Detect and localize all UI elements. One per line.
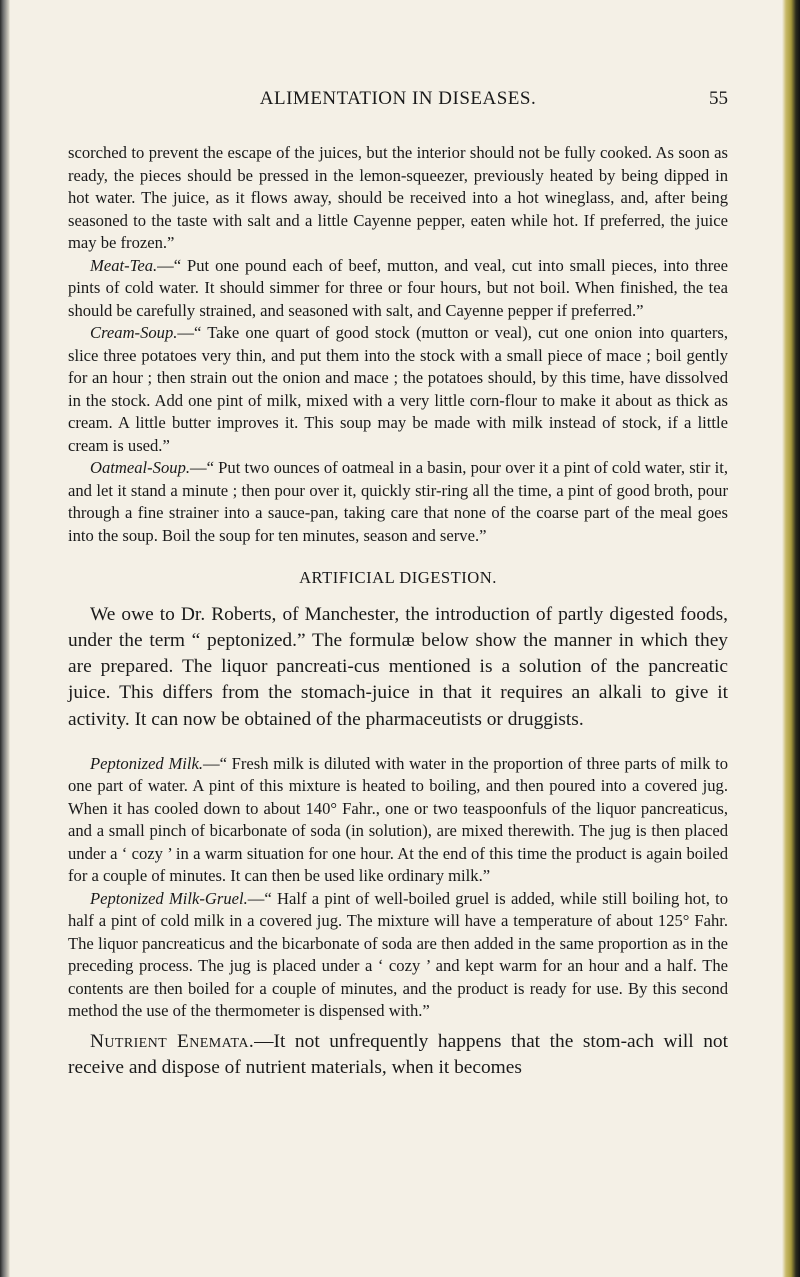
paragraph-peptonized-milk [68, 753, 728, 888]
paragraph-meat-tea [68, 255, 728, 323]
recipe-term: Peptonized Milk-Gruel. [90, 888, 248, 908]
paragraph-continued: scorched to prevent the escape of the juices, but the interior should not be fully cooked. As soon as ready, the pieces should be pressed in the lemon-squeezer, previously heated by being dipped in hot water. The juice, as it flows away, should be received into a hot wineglass, and, after being seasoned to the taste with salt and a little Cayenne pepper, eaten while hot. If preferred, the juice may be frozen.” [68, 143, 728, 252]
paragraph-nutrient-enemata [68, 1029, 728, 1082]
recipe-term: Meat-Tea. [90, 255, 158, 275]
page-right-edge [782, 0, 800, 1277]
recipe-text: —“ Half a pint of well-boiled gruel is added, while still boiling hot, to half a pint of cold milk in a covered jug. The mixture will have a temperature of about 125° Fahr. The liquor pancreaticus and the bicarbonate of soda are then added in the same proportion as in the preceding process. The jug is placed under a ‘ cozy ’ and kept warm for an hour and a half. The contents are then boiled for a couple of minutes, and the product is ready for use. By this second method the use of the thermometer is dispensed with.” [68, 888, 728, 1021]
recipe-text: —“ Take one quart of good stock (mutton or veal), cut one onion into quarters, slice three potatoes very thin, and put them into the stock with a small piece of mace ; boil gently for an hour ; then strain out the onion and mace ; the potatoes should, by this time, have dissolved in the stock. Add one pint of milk, mixed with a very little corn-flour to make it about as thick as cream. A little butter improves it. This soup may be made with milk instead of stock, if a little cream is used.” [68, 323, 728, 455]
paragraph-oatmeal-soup [68, 457, 728, 547]
page-body [68, 142, 728, 1082]
paragraph-cream-soup [68, 322, 728, 457]
recipe-text: —“ Fresh milk is diluted with water in the proportion of three parts of milk to one part of water. A pint of this mixture is heated to boiling, and then poured into a covered jug. When it has cooled down to about 140° Fahr., one or two teaspoonfuls of the liquor pancreaticus, and a small pinch of bicarbonate of soda (in solution), are mixed therewith. The jug is then placed under a ‘ cozy ’ in a warm situation for one hour. At the end of this time the product is again boiled for a couple of minutes. It can then be used like ordinary milk.” [68, 753, 728, 886]
page-left-edge [0, 0, 10, 1277]
running-head-title: ALIMENTATION IN DISEASES. [259, 88, 537, 109]
page-number: 55 [709, 88, 728, 109]
recipe-term: Cream-Soup. [90, 323, 178, 342]
recipe-term: Peptonized Milk. [90, 753, 203, 773]
recipe-text: —“ Put one pound each of beef, mutton, and veal, cut into small pieces, into three pints of cold water. It should simmer for three or four hours, but not boil. When finished, the tea should be carefully strained, and seasoned with salt, and Cayenne pepper if preferred.” [68, 255, 728, 320]
section-heading: ARTIFICIAL DIGESTION. [299, 568, 497, 587]
section-term: Nutrient Enemata. [90, 1030, 255, 1052]
paragraph-peptonized-milk-gruel [68, 888, 728, 1023]
recipe-text: —“ Put two ounces of oatmeal in a basin, pour over it a pint of cold water, stir it, and let it stand a minute ; then pour over it, quickly stir-ring all the time, a pint of good broth, pour through a fine strainer into a sauce-pan, taking care that none of the coarse part of the meal goes into the soup. Boil the soup for ten minutes, season and serve.” [68, 458, 728, 545]
paragraph-artificial-digestion-intro: We owe to Dr. Roberts, of Manchester, the introduction of partly digested foods, under the term “ peptonized.” The formulæ below show the manner in which they are prepared. The liquor pancreati-cus mentioned is a solution of the pancreatic juice. This differs from the stomach-juice in that it requires an alkali to give it activity. It can now be obtained of the pharmaceutists or druggists. [68, 603, 728, 730]
running-head [68, 86, 728, 112]
section-text: —It not unfrequently happens that the stom-ach will not receive and dispose of nutrient materials, when it becomes [68, 1030, 728, 1079]
recipe-term: Oatmeal-Soup. [90, 458, 191, 477]
